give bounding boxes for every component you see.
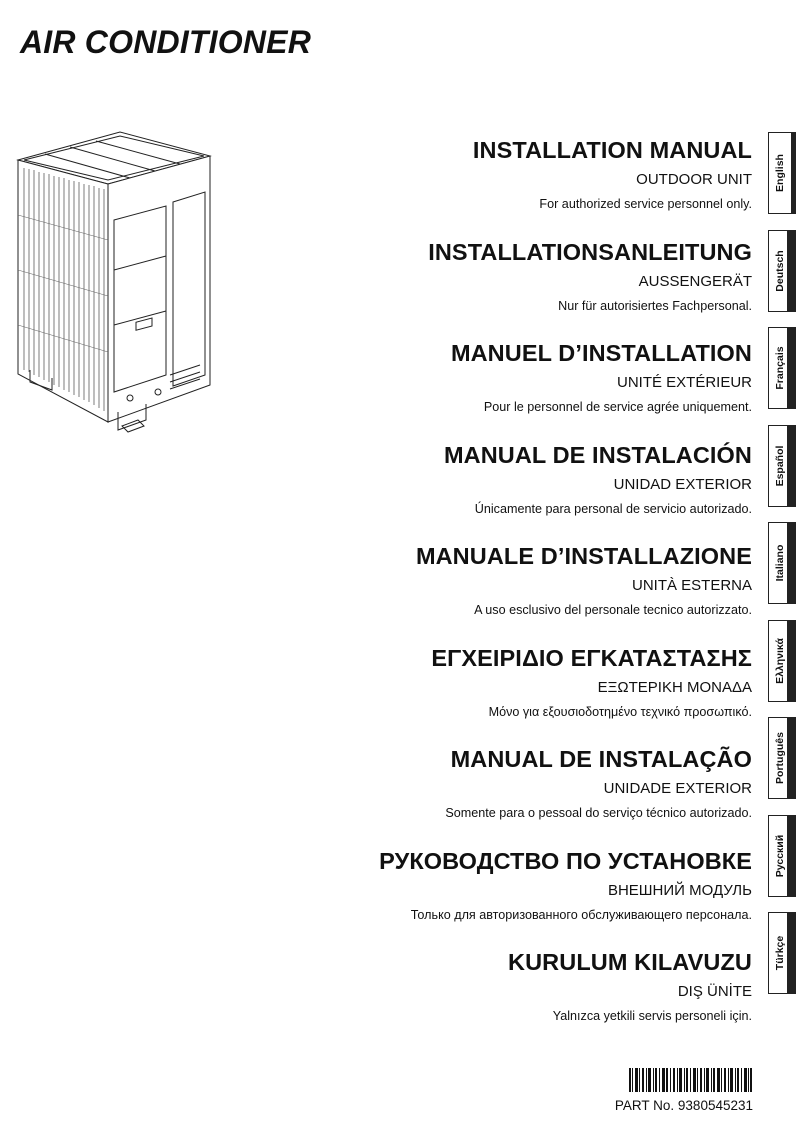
language-tab-italiano[interactable] (768, 522, 796, 604)
language-tab-english[interactable] (768, 132, 796, 214)
section-heading: INSTALLATION MANUAL (472, 137, 752, 163)
section-heading: INSTALLATIONSANLEITUNG (428, 238, 752, 265)
section-greek (300, 644, 752, 742)
document-title: AIR CONDITIONER (20, 24, 311, 60)
language-tab-francais[interactable] (768, 327, 796, 409)
section-heading: MANUAL DE INSTALACIÓN (443, 441, 752, 468)
section-note: Yalnızca yetkili servis personeli için. (552, 1009, 752, 1023)
section-note: Только для авторизованного обслуживающего персонала. (410, 907, 752, 922)
tab-label: Français (774, 346, 786, 390)
section-deutsch (300, 238, 752, 336)
tab-label: English (769, 133, 791, 213)
section-note: Somente para o pessoal do serviço técnico autorizado. (445, 806, 752, 820)
section-russian (300, 847, 752, 945)
tab-label: Ελληνικά (774, 637, 786, 684)
section-unit: UNITÀ ESTERNA (631, 577, 752, 594)
section-note: Nur für autorisiertes Fachpersonal. (558, 298, 752, 313)
tab-label: Türkçe (774, 935, 786, 971)
section-note: A uso esclusivo del personale tecnico autorizzato. (474, 603, 752, 617)
tab-label: Español (774, 445, 786, 486)
section-unit: OUTDOOR UNIT (636, 171, 752, 188)
section-unit: AUSSENGERÄT (638, 272, 752, 290)
manual-sections (300, 132, 752, 1046)
section-english (300, 136, 752, 234)
tab-label: Italiano (774, 544, 786, 582)
section-heading: РУКОВОДСТВО ПО УСТАНОВКЕ (379, 847, 752, 874)
section-italiano (300, 542, 752, 640)
section-unit: ΕΞΩΤΕΡΙΚΗ ΜΟΝΑΔΑ (597, 678, 752, 696)
tab-label: Português (774, 732, 786, 784)
section-unit: DIŞ ÜNİTE (677, 983, 752, 1000)
section-espanol (300, 441, 752, 539)
section-heading: MANUALE D’INSTALLAZIONE (415, 543, 752, 569)
outdoor-unit-illustration (10, 120, 215, 450)
section-unit: UNIDAD EXTERIOR (613, 475, 752, 493)
part-number: PART No. 9380545231 (614, 1098, 753, 1113)
language-tab-russian[interactable] (768, 815, 796, 897)
section-note: Μόνο για εξουσιοδοτημένο τεχνικό προσωπικό. (488, 704, 752, 719)
section-francais (300, 339, 752, 437)
language-tab-espanol[interactable] (768, 425, 796, 507)
section-note: Pour le personnel de service agrée uniquement. (483, 400, 752, 414)
section-unit: UNITÉ EXTÉRIEUR (616, 374, 752, 391)
tab-label: Русский (774, 834, 786, 877)
section-heading: MANUAL DE INSTALAÇÃO (450, 746, 752, 772)
section-turkce (300, 948, 752, 1046)
language-tab-greek[interactable] (768, 620, 796, 702)
language-tab-portugues[interactable] (768, 717, 796, 799)
section-note: Únicamente para personal de servicio autorizado. (474, 501, 752, 516)
section-unit: ВНЕШНИЙ МОДУЛЬ (607, 881, 752, 899)
language-tab-deutsch[interactable] (768, 230, 796, 312)
language-tab-turkce[interactable] (768, 912, 796, 994)
section-heading: MANUEL D’INSTALLATION (450, 340, 752, 366)
section-heading: KURULUM KILAVUZU (508, 949, 752, 975)
section-portugues (300, 745, 752, 843)
tab-label: Deutsch (774, 249, 786, 292)
section-note: For authorized service personnel only. (539, 197, 752, 211)
barcode (629, 1068, 753, 1092)
section-heading: ΕΓΧΕΙΡΙΔΙΟ ΕΓΚΑΤΑΣΤΑΣΗΣ (431, 644, 752, 671)
section-unit: UNIDADE EXTERIOR (603, 780, 752, 797)
